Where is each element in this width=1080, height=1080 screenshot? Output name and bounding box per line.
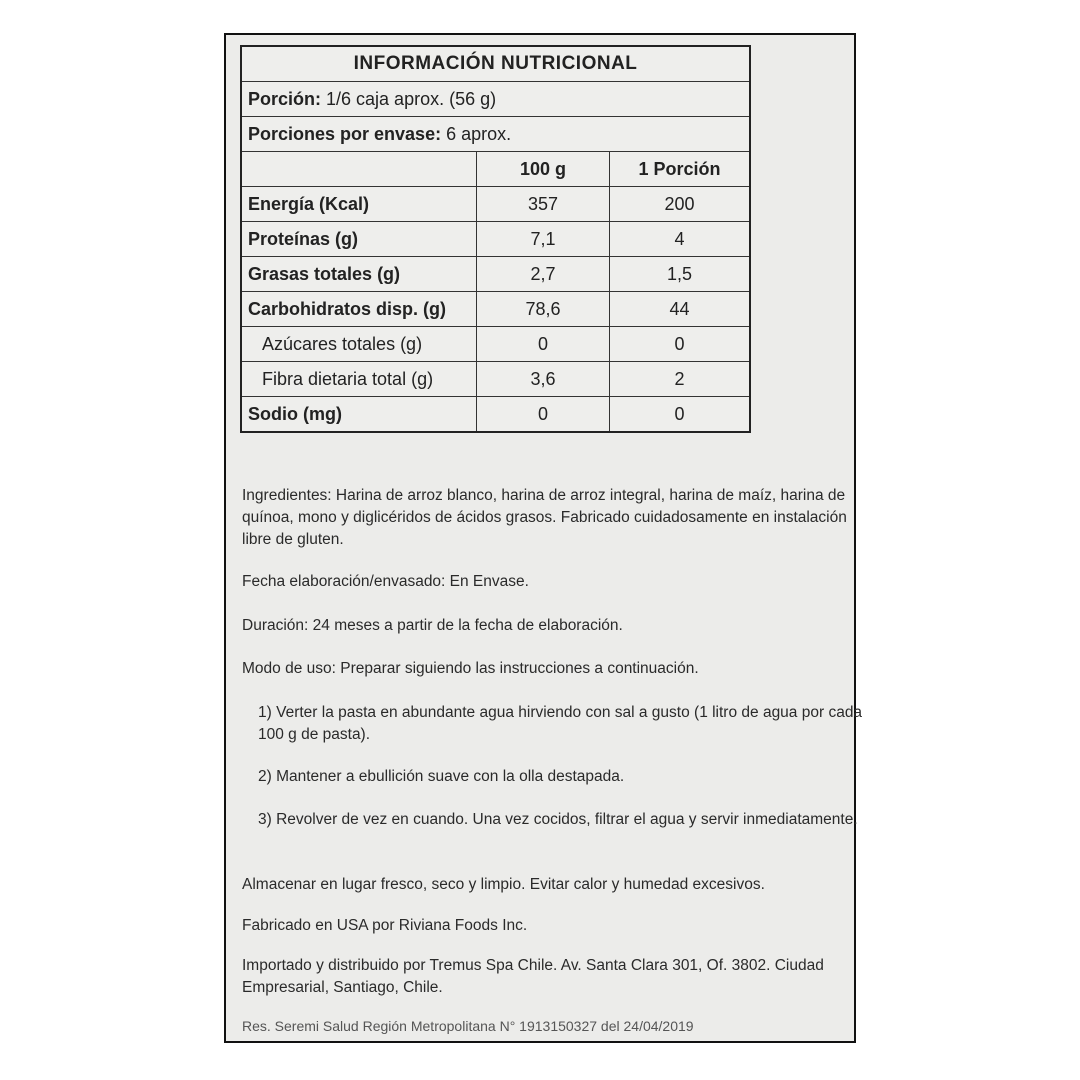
value-100g: 7,1 xyxy=(477,222,610,257)
servings-value: 6 aprox. xyxy=(441,123,512,144)
nutrient-name: Fibra dietaria total (g) xyxy=(241,362,477,397)
servings-per-container xyxy=(241,117,750,152)
production-date-text: Fecha elaboración/envasado: En Envase. xyxy=(242,573,529,590)
health-resolution-text: Res. Seremi Salud Región Metropolitana N° 1913150327 del 24/04/2019 xyxy=(242,1018,694,1034)
table-row xyxy=(241,257,750,292)
manufacturer-text: Fabricado en USA por Riviana Foods Inc. xyxy=(242,917,528,934)
instruction-step-3: 3) Revolver de vez en cuando. Una vez cocidos, filtrar el agua y servir inmediatamente. xyxy=(258,811,858,828)
column-header-100g: 100 g xyxy=(477,152,610,187)
nutrient-name: Azúcares totales (g) xyxy=(241,327,477,362)
table-row xyxy=(241,222,750,257)
table-row xyxy=(241,397,750,433)
value-100g: 3,6 xyxy=(477,362,610,397)
value-100g: 78,6 xyxy=(477,292,610,327)
serving-value: 1/6 caja aprox. (56 g) xyxy=(321,88,497,109)
duration-text: Duración: 24 meses a partir de la fecha de elaboración. xyxy=(242,617,623,634)
ingredients-text: Ingredientes: Harina de arroz blanco, harina de arroz integral, harina de maíz, harina de quínoa, mono y diglicéridos de ácidos grasos. Fabricado cuidadosamente en instalación libre de gluten. xyxy=(242,487,847,548)
nutrient-name: Proteínas (g) xyxy=(241,222,477,257)
value-portion: 2 xyxy=(610,362,751,397)
value-100g: 0 xyxy=(477,397,610,433)
instruction-step-1: 1) Verter la pasta en abundante agua hirviendo con sal a gusto (1 litro de agua por cada 100 g de pasta). xyxy=(258,704,863,743)
table-row xyxy=(241,327,750,362)
usage-text: Modo de uso: Preparar siguiendo las instrucciones a continuación. xyxy=(242,660,699,677)
value-100g: 0 xyxy=(477,327,610,362)
value-portion: 0 xyxy=(610,397,751,433)
nutrition-table xyxy=(240,45,751,433)
value-portion: 44 xyxy=(610,292,751,327)
value-portion: 200 xyxy=(610,187,751,222)
value-100g: 2,7 xyxy=(477,257,610,292)
table-row xyxy=(241,362,750,397)
value-100g: 357 xyxy=(477,187,610,222)
nutrient-name: Carbohidratos disp. (g) xyxy=(241,292,477,327)
table-row xyxy=(241,292,750,327)
column-header-portion: 1 Porción xyxy=(610,152,751,187)
value-portion: 0 xyxy=(610,327,751,362)
value-portion: 4 xyxy=(610,222,751,257)
importer-text: Importado y distribuido por Tremus Spa Chile. Av. Santa Clara 301, Of. 3802. Ciudad Empresarial, Santiago, Chile. xyxy=(242,957,824,996)
nutrient-name: Energía (Kcal) xyxy=(241,187,477,222)
nutrition-label-panel xyxy=(224,33,863,1043)
nutrient-name: Grasas totales (g) xyxy=(241,257,477,292)
servings-label: Porciones por envase: xyxy=(248,123,442,144)
nutrient-name: Sodio (mg) xyxy=(241,397,477,433)
nutrition-title: INFORMACIÓN NUTRICIONAL xyxy=(241,46,750,82)
table-row xyxy=(241,187,750,222)
instruction-step-2: 2) Mantener a ebullición suave con la olla destapada. xyxy=(258,768,625,785)
header-blank-cell xyxy=(241,152,477,187)
storage-text: Almacenar en lugar fresco, seco y limpio. Evitar calor y humedad excesivos. xyxy=(242,876,765,893)
value-portion: 1,5 xyxy=(610,257,751,292)
serving-size xyxy=(241,82,750,117)
serving-label: Porción: xyxy=(248,88,322,109)
